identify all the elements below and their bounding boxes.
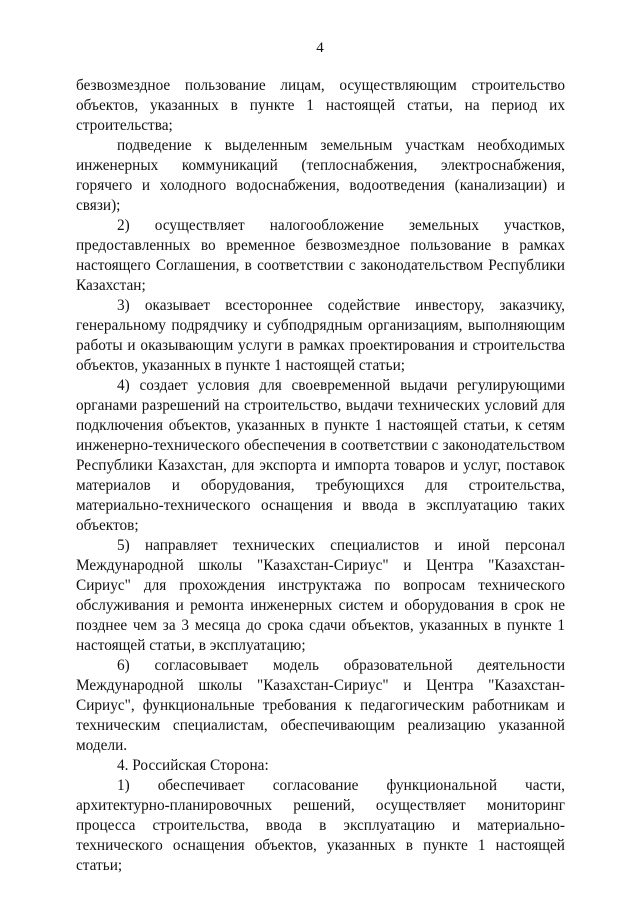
section-heading-russian-side: 4. Российская Сторона: xyxy=(117,757,269,774)
paragraph-item-2-taxation: 2) осуществляет налогообложение земельных участков, предоставленных во временное безвозмездное пользование в рамках настоящего Соглашения, в соответствии с законодательством Республики Казахстан; xyxy=(76,217,565,294)
paragraph-russian-item-1: 1) обеспечивает согласование функциональной части, архитектурно-планировочных решений, осуществляет мониторинг процесса строительства, ввода в эксплуатацию и материально-технического оснащения объектов, указанных в пункте 1 настоящей статьи; xyxy=(76,777,565,874)
paragraph-item-5-specialists: 5) направляет технических специалистов и иной персонал Международной школы "Казахстан-Сириус" и Центра "Казахстан-Сириус" для прохождения инструктажа по вопросам технического обслуживания и ремонта инженерных систем и оборудования в срок не позднее чем за 3 месяца до срока сдачи объектов, указанных в пункте 1 настоящей статьи, в эксплуатацию; xyxy=(76,537,565,654)
paragraph-item-4-permits: 4) создает условия для своевременной выдачи регулирующими органами разрешений на строительство, выдачи технических условий для подключения объектов, указанных в пункте 1 настоящей статьи, к сетям инженерно-технического обеспечения в соответствии с законодательством Республики Казахстан, для экспорта и импорта товаров и услуг, поставок материалов и оборудования, требующихся для строительства, материально-технического оснащения и ввода в эксплуатацию таких объектов; xyxy=(76,377,565,534)
paragraph-continuation: безвозмездное пользование лицам, осуществляющим строительство объектов, указанных в пункте 1 настоящей статьи, на период их строительства; xyxy=(76,77,565,134)
paragraph-item-3-assistance: 3) оказывает всестороннее содействие инвестору, заказчику, генеральному подрядчику и субподрядным организациям, выполняющим работы и оказывающим услуги в рамках проектирования и строительства объектов, указанных в пункте 1 настоящей статьи; xyxy=(76,297,565,374)
paragraph-utilities: подведение к выделенным земельным участкам необходимых инженерных коммуникаций (теплоснабжения, электроснабжения, горячего и холодного водоснабжения, водоотведения (канализации) и связи); xyxy=(76,137,565,214)
document-body xyxy=(76,76,565,876)
page-number: 4 xyxy=(316,40,324,56)
paragraph-item-6-model: 6) согласовывает модель образовательной деятельности Международной школы "Казахстан-Сириус" и Центра "Казахстан-Сириус", функциональные требования к педагогическим работникам и техническим специалистам, обеспечивающим реализацию указанной модели. xyxy=(76,657,565,754)
